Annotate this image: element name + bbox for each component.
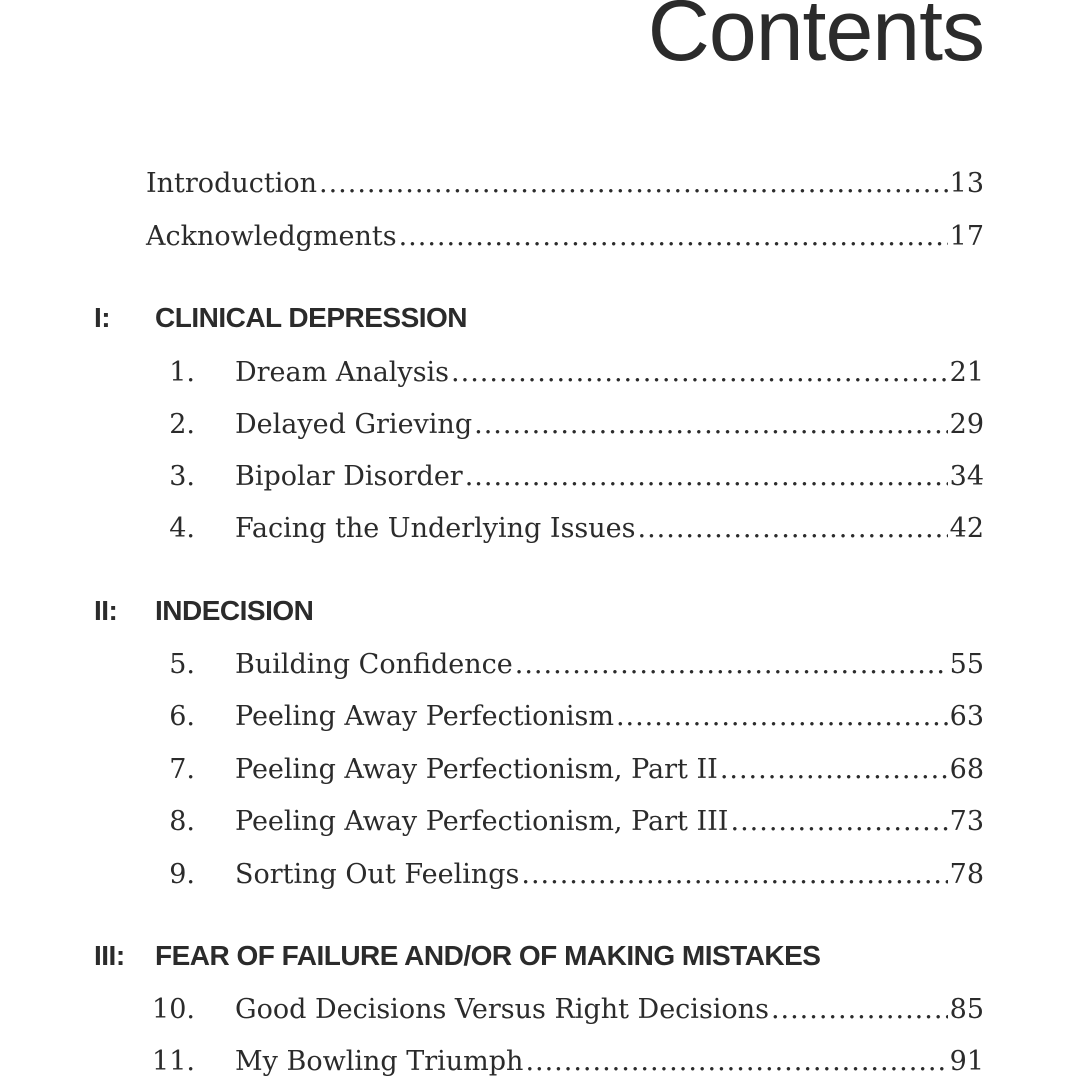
entry-label: Introduction — [146, 168, 317, 199]
chapter-title: Delayed Grieving — [235, 409, 473, 440]
dot-leader — [465, 460, 948, 494]
dot-leader — [730, 805, 947, 839]
dot-leader — [399, 220, 948, 254]
chapter-number: 8. — [169, 806, 195, 837]
toc-entry-chapter-1[interactable] — [0, 356, 1080, 390]
dot-leader — [319, 167, 948, 201]
part-title: INDECISION — [155, 595, 314, 626]
page-number: 63 — [949, 701, 984, 732]
part-heading-3 — [0, 936, 1080, 976]
part-number: III: — [94, 940, 125, 971]
page-number: 68 — [949, 754, 984, 785]
toc-entry-chapter-4[interactable] — [0, 512, 1080, 546]
part-heading-1 — [0, 298, 1080, 338]
chapter-title: Good Decisions Versus Right Decisions — [235, 994, 769, 1025]
toc-entry-chapter-9[interactable] — [0, 858, 1080, 892]
page-number: 29 — [949, 409, 984, 440]
page-number: 42 — [949, 513, 984, 544]
chapter-number: 4. — [169, 513, 195, 544]
page-number: 73 — [949, 806, 984, 837]
page-number: 55 — [949, 649, 984, 680]
part-title: FEAR OF FAILURE AND/OR OF MAKING MISTAKES — [155, 940, 821, 971]
page-number: 91 — [949, 1046, 984, 1077]
page-number: 34 — [949, 461, 984, 492]
chapter-number: 7. — [169, 754, 195, 785]
dot-leader — [515, 648, 948, 682]
chapter-number: 3. — [169, 461, 195, 492]
toc-entry-chapter-11[interactable] — [0, 1045, 1080, 1079]
dot-leader — [474, 408, 948, 442]
chapter-title: Peeling Away Perfectionism — [235, 701, 614, 732]
page-number: 17 — [949, 221, 984, 252]
chapter-title: Bipolar Disorder — [235, 461, 463, 492]
dot-leader — [638, 512, 948, 546]
chapter-title: My Bowling Triumph — [235, 1046, 524, 1077]
part-title: CLINICAL DEPRESSION — [155, 302, 468, 333]
part-heading-2 — [0, 591, 1080, 631]
chapter-number: 6. — [169, 701, 195, 732]
chapter-number: 11. — [152, 1046, 195, 1077]
chapter-number: 1. — [169, 357, 195, 388]
toc-entry-chapter-6[interactable] — [0, 700, 1080, 734]
entry-label: Acknowledgments — [146, 221, 397, 252]
toc-entry-chapter-7[interactable] — [0, 753, 1080, 787]
chapter-number: 10. — [152, 994, 195, 1025]
toc-entry-acknowledgments[interactable] — [0, 220, 1080, 254]
dot-leader — [451, 356, 948, 390]
chapter-title: Facing the Underlying Issues — [235, 513, 636, 544]
part-number: I: — [94, 302, 111, 333]
chapter-number: 5. — [169, 649, 195, 680]
page-number: 13 — [949, 168, 984, 199]
chapter-title: Sorting Out Feelings — [235, 859, 520, 890]
chapter-title: Building Confidence — [235, 649, 513, 680]
chapter-title: Dream Analysis — [235, 357, 450, 388]
dot-leader — [525, 1045, 947, 1079]
dot-leader — [771, 993, 948, 1027]
part-number: II: — [94, 595, 118, 626]
toc-entry-chapter-2[interactable] — [0, 408, 1080, 442]
chapter-title: Peeling Away Perfectionism, Part II — [235, 754, 718, 785]
toc-entry-chapter-5[interactable] — [0, 648, 1080, 682]
page-title: Contents — [647, 0, 984, 79]
toc-entry-chapter-3[interactable] — [0, 460, 1080, 494]
page-number: 78 — [949, 859, 984, 890]
chapter-number: 9. — [169, 859, 195, 890]
page-number: 85 — [949, 994, 984, 1025]
chapter-title: Peeling Away Perfectionism, Part III — [235, 806, 729, 837]
toc-entry-introduction[interactable] — [0, 167, 1080, 201]
dot-leader — [616, 700, 948, 734]
dot-leader — [521, 858, 947, 892]
dot-leader — [720, 753, 948, 787]
chapter-number: 2. — [169, 409, 195, 440]
toc-entry-chapter-8[interactable] — [0, 805, 1080, 839]
toc-entry-chapter-10[interactable] — [0, 993, 1080, 1027]
page-number: 21 — [949, 357, 984, 388]
